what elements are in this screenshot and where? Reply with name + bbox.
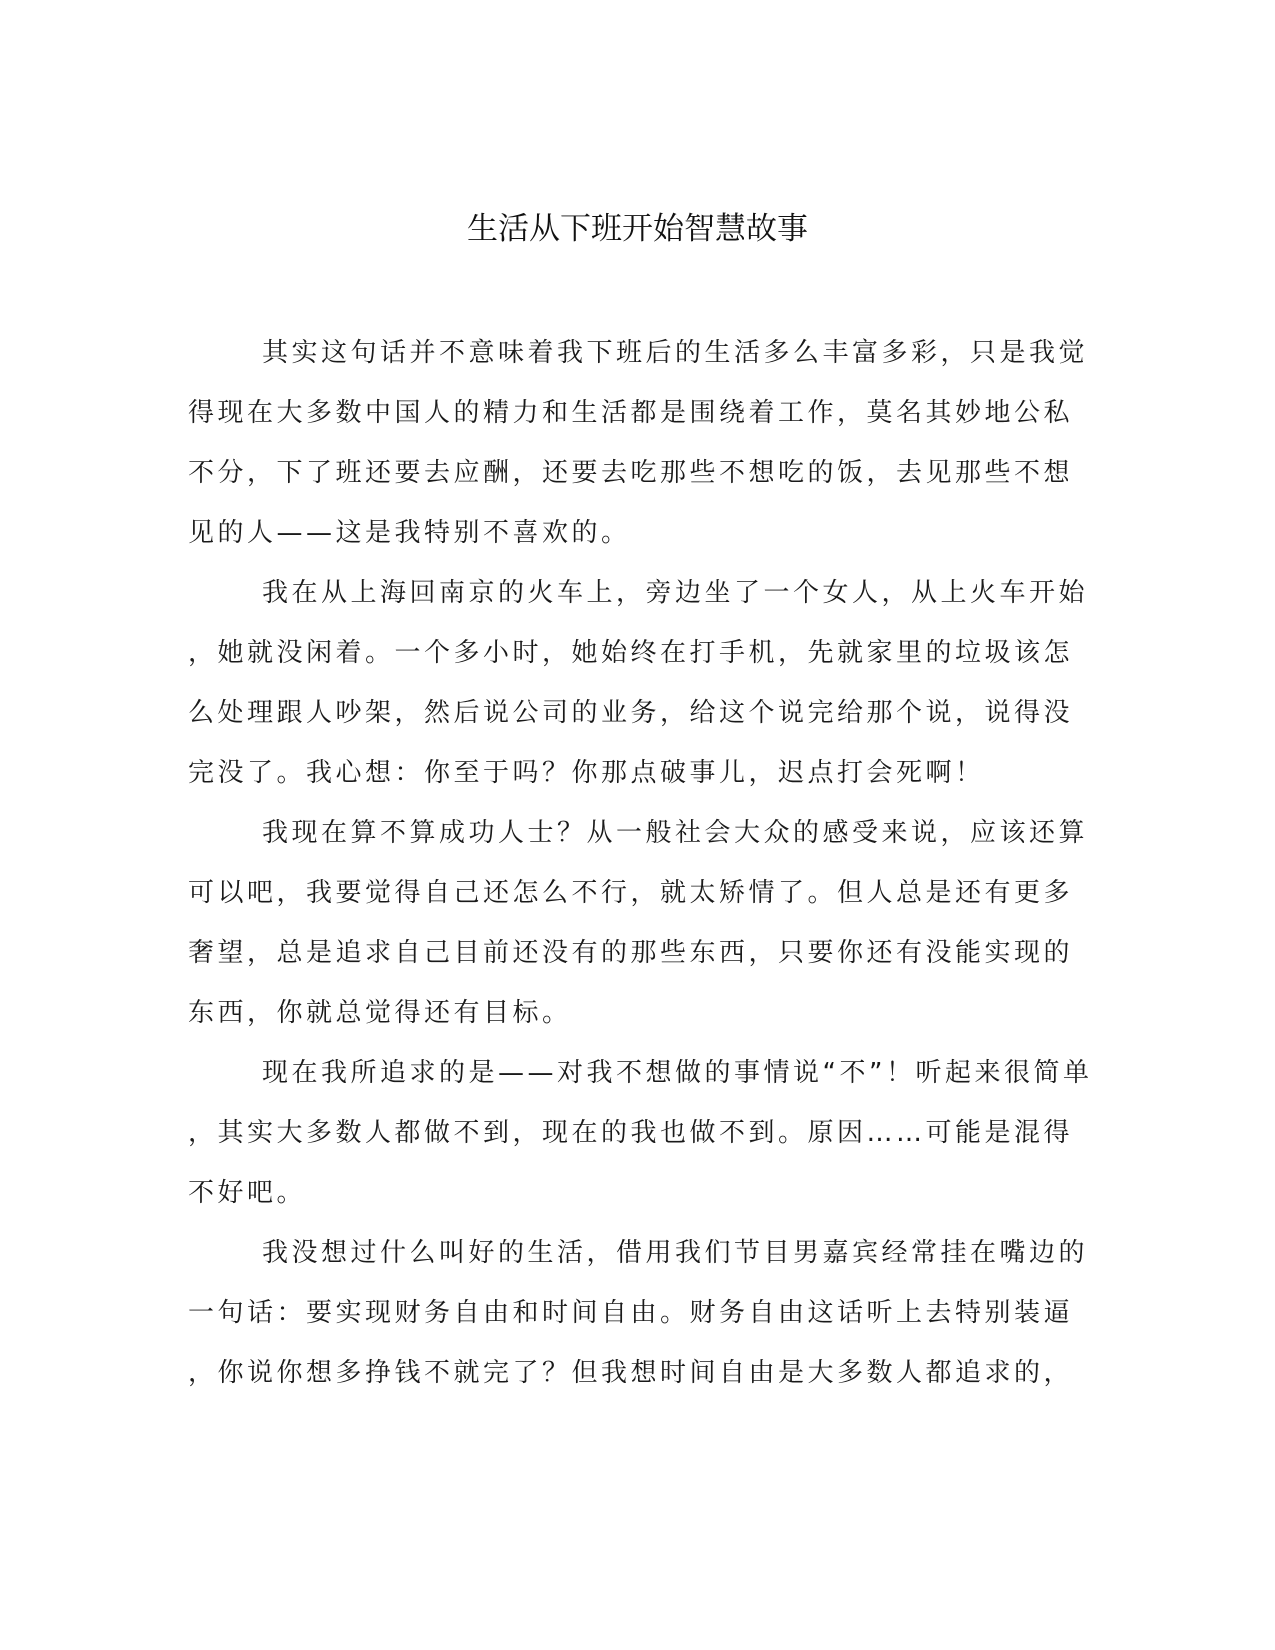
text-line: 一句话：要实现财务自由和时间自由。财务自由这话听上去特别装逼 [188, 1298, 1074, 1328]
paragraph [188, 563, 1088, 803]
text-line: ，她就没闲着。一个多小时，她始终在打手机，先就家里的垃圾该怎 [188, 638, 1074, 668]
text-line: 其实这句话并不意味着我下班后的生活多么丰富多彩，只是我觉 [262, 338, 1089, 368]
text-line: 得现在大多数中国人的精力和生活都是围绕着工作，莫名其妙地公私 [188, 398, 1074, 428]
text-line: 东西，你就总觉得还有目标。 [188, 998, 572, 1028]
text-line: 现在我所追求的是——对我不想做的事情说“不”！听起来很简单 [262, 1058, 1093, 1088]
text-line: 么处理跟人吵架，然后说公司的业务，给这个说完给那个说，说得没 [188, 698, 1074, 728]
paragraph [188, 323, 1088, 563]
document-body [188, 323, 1093, 1403]
paragraph [188, 803, 1088, 1043]
text-line: 我在从上海回南京的火车上，旁边坐了一个女人，从上火车开始 [262, 578, 1089, 608]
text-line: 可以吧，我要觉得自己还怎么不行，就太矫情了。但人总是还有更多 [188, 878, 1074, 908]
text-line: 不好吧。 [188, 1178, 307, 1208]
text-line: 见的人——这是我特别不喜欢的。 [188, 518, 631, 548]
paragraph [188, 1223, 1088, 1403]
text-line: 奢望，总是追求自己目前还没有的那些东西，只要你还有没能实现的 [188, 938, 1074, 968]
paragraph [188, 1043, 1093, 1223]
document-title: 生活从下班开始智慧故事 [467, 211, 808, 247]
text-line: 我现在算不算成功人士？从一般社会大众的感受来说，应该还算 [262, 818, 1089, 848]
text-line: 我没想过什么叫好的生活，借用我们节目男嘉宾经常挂在嘴边的 [262, 1238, 1089, 1268]
text-line: 不分，下了班还要去应酬，还要去吃那些不想吃的饭，去见那些不想 [188, 458, 1074, 488]
text-line: ，其实大多数人都做不到，现在的我也做不到。原因……可能是混得 [188, 1118, 1074, 1148]
text-line: ，你说你想多挣钱不就完了？但我想时间自由是大多数人都追求的， [188, 1358, 1074, 1388]
text-line: 完没了。我心想：你至于吗？你那点破事儿，迟点打会死啊！ [188, 758, 985, 788]
